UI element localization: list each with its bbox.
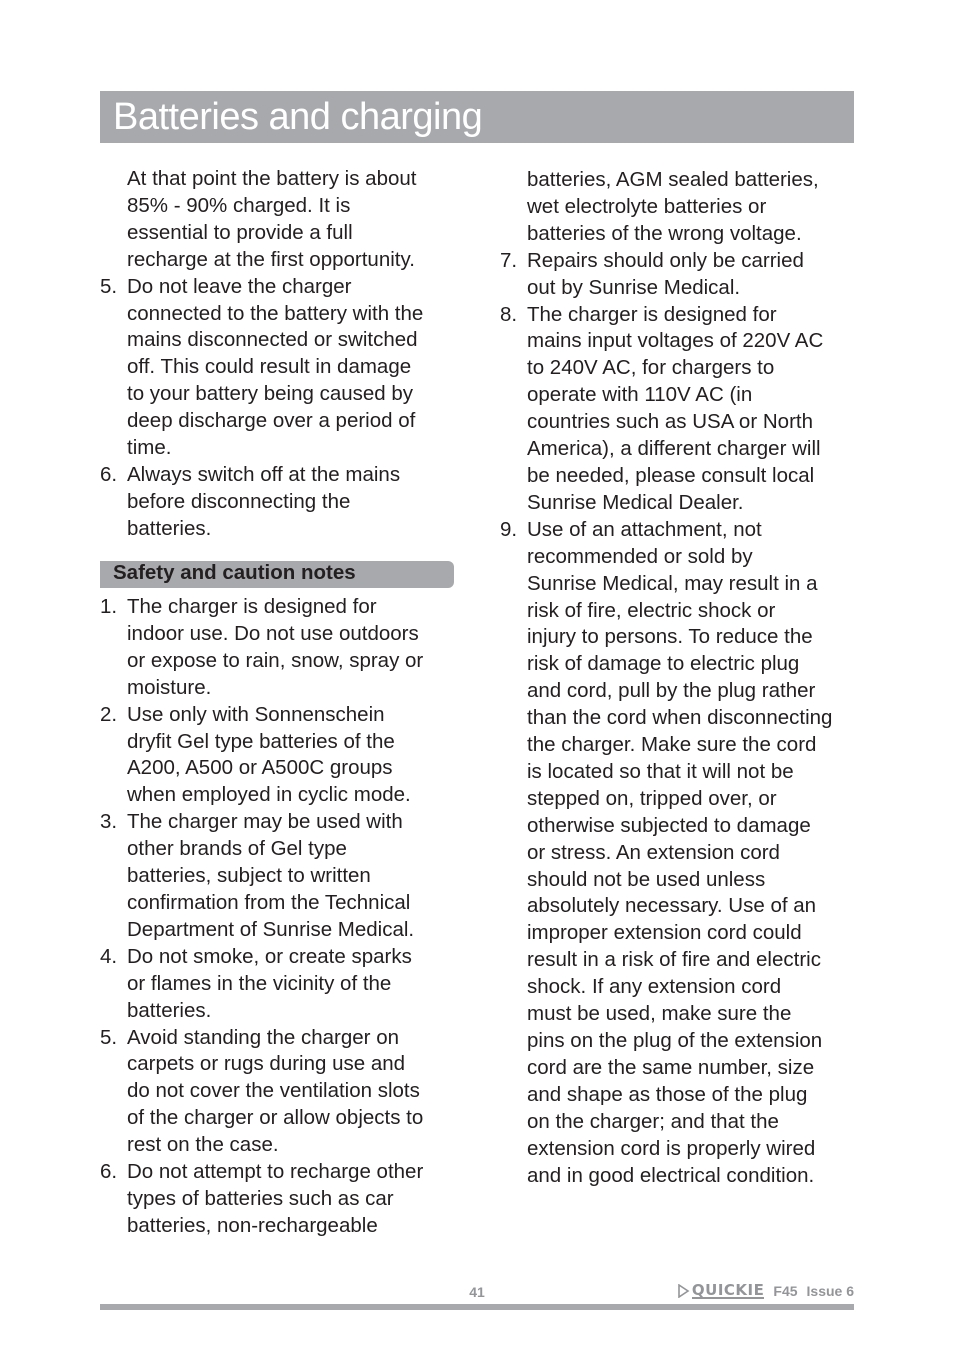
text-line: or expose to rain, snow, spray or [127,648,424,672]
list-text [127,702,456,810]
text-line: recharge at the first opportunity. [127,247,415,271]
list-number: 6. [100,1160,118,1184]
issue-label: Issue 6 [806,1283,854,1299]
text-line: shock. If any extension cord [527,975,782,999]
numbered-list [500,248,856,1190]
text-line: risk of damage to electric plug [527,652,800,676]
text-line: than the cord when disconnecting [527,706,833,730]
text-line: At that point the battery is about [127,167,417,190]
list-text [127,462,456,543]
text-line: of the charger or allow objects to [127,1106,424,1130]
text-line: the charger. Make sure the cord [527,733,817,757]
list-item [500,248,856,302]
left-column-safety [100,594,456,1240]
text-line: otherwise subjected to damage [527,813,811,837]
left-column-top [100,166,456,543]
numbered-list [100,274,456,543]
text-line: improper extension cord could [527,921,802,945]
text-line: wet electrolyte batteries or [527,194,767,218]
footer-rule [100,1304,854,1310]
text-line: countries such as USA or North [527,410,813,434]
list-item [100,809,456,944]
text-line: to 240V AC, for chargers to [527,356,775,380]
text-line: be needed, please consult local [527,463,815,487]
list-number: 5. [100,1025,118,1049]
list-text [127,594,456,702]
text-line: must be used, make sure the [527,1002,792,1026]
list-text [127,944,456,1025]
right-column [500,167,856,1189]
text-line: off. This could result in damage [127,355,412,379]
text-line: essential to provide a full [127,220,353,244]
text-line: Always switch off at the mains [127,462,401,486]
text-line: Avoid standing the charger on [127,1025,400,1049]
text-line: risk of fire, electric shock or [527,598,776,622]
safety-list [100,594,456,1240]
text-line: Sunrise Medical Dealer. [527,490,744,514]
text-line: Do not attempt to recharge other [127,1160,424,1184]
text-line: batteries. [127,516,212,540]
text-line: is located so that it will not be [527,759,794,783]
text-line: when employed in cyclic mode. [127,783,411,807]
text-line: Sunrise Medical, may result in a [527,571,818,595]
list-item [100,462,456,543]
text-line: should not be used unless [527,867,766,891]
list-text [527,302,856,517]
text-line: Use only with Sonnenschein [127,702,385,726]
list-text [127,1159,456,1240]
text-line: extension cord is properly wired [527,1136,816,1160]
text-line: The charger may be used with [127,810,403,834]
text-line: mains disconnected or switched [127,328,418,352]
list-item [100,594,456,702]
text-line: and in good electrical condition. [527,1163,815,1187]
text-line: Repairs should only be carried [527,248,804,272]
text-line: batteries, subject to written [127,864,371,888]
list-text [127,274,456,462]
text-line: out by Sunrise Medical. [527,275,741,299]
text-line: batteries. [127,998,212,1022]
text-line: dryfit Gel type batteries of the [127,729,395,753]
list-item [100,702,456,810]
list-number: 4. [100,944,118,968]
text-line: batteries, non-rechargeable [127,1213,378,1237]
text-line: The charger is designed for [527,302,777,326]
text-line: confirmation from the Technical [127,890,411,914]
text-line: types of batteries such as car [127,1186,394,1210]
text-line: pins on the plug of the extension [527,1029,823,1052]
list-item [100,1025,456,1160]
text-line: carpets or rugs during use and [127,1052,406,1076]
list-text [527,517,856,1190]
list-number: 7. [500,248,518,272]
text-line: result in a risk of fire and electric [527,948,821,972]
text-line: Do not leave the charger [127,274,352,298]
text-line: indoor use. Do not use outdoors [127,621,419,645]
list-number: 8. [500,302,518,326]
text-line: Department of Sunrise Medical. [127,917,415,941]
list-number: 6. [100,462,118,486]
model-label: F45 [773,1283,798,1299]
text-line: The charger is designed for [127,595,377,618]
text-line: Do not smoke, or create sparks [127,944,412,968]
text-line: rest on the case. [127,1133,279,1157]
text-line: moisture. [127,675,212,699]
text-line: cord are the same number, size [527,1055,815,1079]
text-line: batteries of the wrong voltage. [527,221,802,245]
section-title: Safety and caution notes [113,561,356,584]
list-number: 1. [100,595,118,618]
text-line: time. [127,436,172,460]
text-line: injury to persons. To reduce the [527,625,813,649]
list-item [500,517,856,1190]
text-line: to your battery being caused by [127,382,414,406]
continuation-text [100,166,456,274]
text-line: do not cover the ventilation slots [127,1079,420,1103]
text-line: and cord, pull by the plug rather [527,679,816,703]
arrow-right-icon [678,1284,690,1298]
text-line: on the charger; and that the [527,1109,779,1133]
list-item [100,944,456,1025]
list-number: 2. [100,702,118,726]
text-line: and shape as those of the plug [527,1082,808,1106]
section-header [100,561,454,588]
list-item [500,302,856,517]
text-line: or stress. An extension cord [527,840,780,864]
list-number: 3. [100,810,118,834]
text-line: or flames in the vicinity of the [127,971,392,995]
text-line: A200, A500 or A500C groups [127,756,393,780]
title-bar [100,91,854,143]
list-text [127,1025,456,1160]
text-line: connected to the battery with the [127,301,424,325]
list-item [100,1159,456,1240]
text-line: America), a different charger will [527,437,821,461]
text-line: deep discharge over a period of [127,409,416,433]
text-line: other brands of Gel type [127,837,347,861]
list-number: 5. [100,274,118,298]
footer-brand [678,1283,854,1299]
text-line: recommended or sold by [527,544,753,568]
list-number: 9. [500,517,518,541]
text-line: mains input voltages of 220V AC [527,329,824,353]
brand-logo: QUICKIE [691,1281,765,1299]
text-line: operate with 110V AC (in [527,383,753,407]
list-item [100,274,456,462]
text-line: stepped on, tripped over, or [527,786,777,810]
continuation-text [500,167,856,248]
list-text [127,809,456,944]
page-number: 41 [469,1284,485,1300]
page-title: Batteries and charging [113,96,483,138]
list-text [527,248,856,302]
text-line: 85% - 90% charged. It is [127,193,351,217]
text-line: absolutely necessary. Use of an [527,894,817,918]
text-line: before disconnecting the [127,489,351,513]
text-line: Use of an attachment, not [527,517,762,541]
text-line: batteries, AGM sealed batteries, [527,168,819,191]
